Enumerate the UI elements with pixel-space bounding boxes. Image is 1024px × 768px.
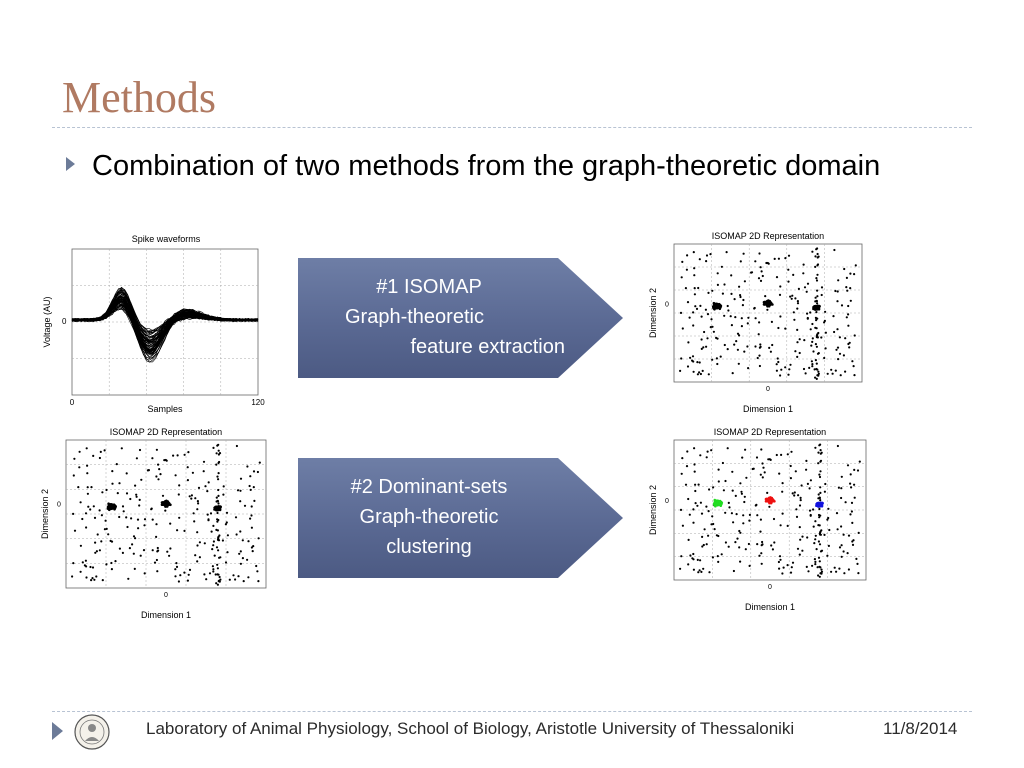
footer-date: 11/8/2014 xyxy=(883,719,958,738)
isomap-clustered-plot-bottom-right xyxy=(646,424,872,614)
arrow-line-3: feature extraction xyxy=(410,336,565,358)
x-tick-zero: 0 xyxy=(164,592,168,599)
arrow-line-3: clustering xyxy=(386,536,472,558)
bullet-text: Combination of two methods from the graph-theoretic domain xyxy=(92,150,881,182)
y-axis-label: Dimension 2 xyxy=(40,488,50,540)
title-divider xyxy=(52,127,972,128)
cluster-right xyxy=(213,505,222,511)
y-tick-zero: 0 xyxy=(665,301,669,309)
slide-title: Methods xyxy=(62,73,216,122)
y-tick-zero: 0 xyxy=(57,501,61,509)
arrow-line-2: Graph-theoretic xyxy=(359,506,499,528)
y-axis-label: Voltage (AU) xyxy=(42,296,52,348)
cluster-right xyxy=(812,305,821,311)
x-tick-min: 0 xyxy=(69,398,75,407)
plot-title: ISOMAP 2D Representation xyxy=(711,231,825,241)
x-tick-zero: 0 xyxy=(766,386,770,393)
x-tick-max: 120 xyxy=(251,398,265,407)
arrow-line-1: #2 Dominant-sets xyxy=(350,476,508,498)
arrow-line-2: Graph-theoretic xyxy=(345,306,484,328)
footer-arrow-icon xyxy=(52,722,63,740)
x-axis-label: Samples xyxy=(147,404,183,414)
y-axis-label: Dimension 2 xyxy=(648,484,658,536)
plot-title: Spike waveforms xyxy=(131,234,201,244)
y-axis-label: Dimension 2 xyxy=(648,287,658,339)
dominant-sets-step-arrow xyxy=(298,458,623,578)
spike-waveforms-plot xyxy=(42,230,272,416)
x-axis-label: Dimension 1 xyxy=(140,610,192,620)
y-tick-zero: 0 xyxy=(62,317,67,326)
isomap-plot-bottom-left xyxy=(38,424,272,622)
isomap-plot-top-right xyxy=(646,228,868,416)
footer-text: Laboratory of Animal Physiology, School of Biology, Aristotle University of Thessaloniki xyxy=(146,719,795,738)
bullet-arrow-icon xyxy=(66,157,75,171)
plot-title: ISOMAP 2D Representation xyxy=(713,427,827,437)
isomap-step-arrow xyxy=(298,258,623,378)
x-axis-label: Dimension 1 xyxy=(742,404,794,414)
x-axis-label: Dimension 1 xyxy=(744,602,796,612)
cluster-right xyxy=(815,502,824,508)
plot-title: ISOMAP 2D Representation xyxy=(109,427,223,437)
y-tick-zero: 0 xyxy=(665,498,669,506)
x-tick-zero: 0 xyxy=(768,584,772,591)
university-seal-icon xyxy=(73,713,111,751)
arrow-line-1: #1 ISOMAP xyxy=(376,276,482,298)
footer-divider xyxy=(52,711,972,712)
